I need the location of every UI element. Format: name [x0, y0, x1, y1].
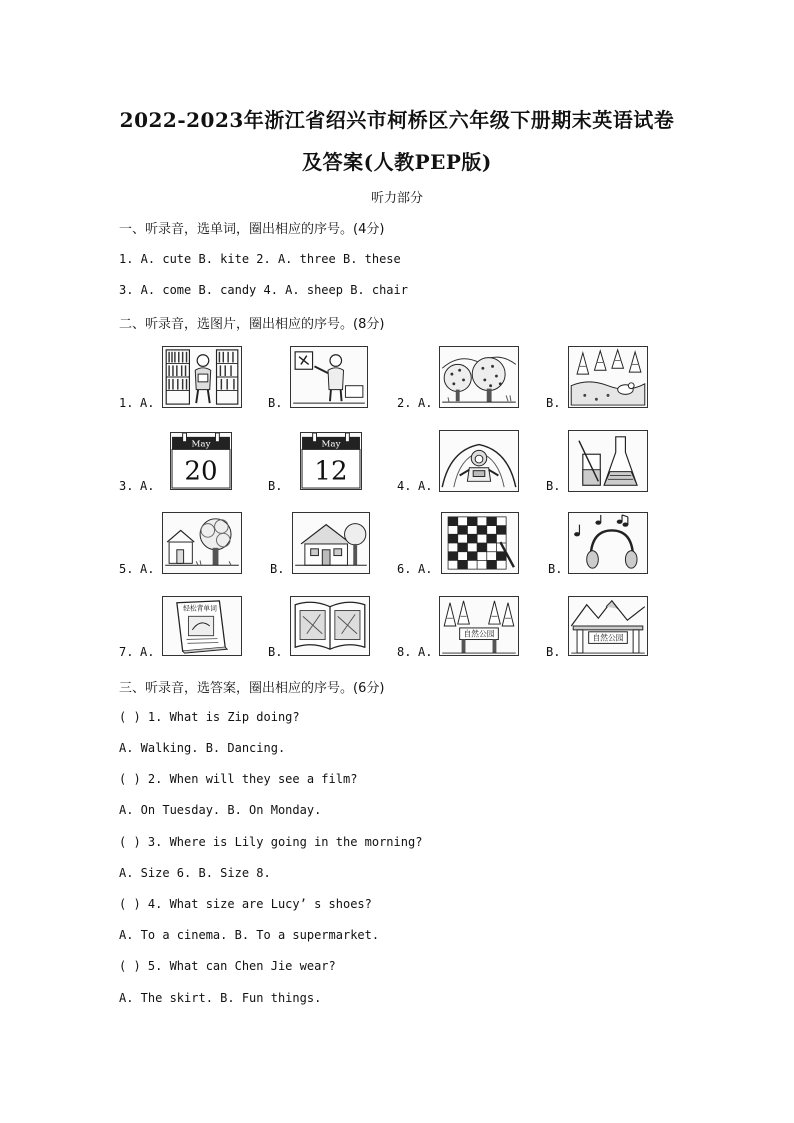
question-5-options: A. The skirt. B. Fun things.	[119, 991, 322, 1005]
question-3: ( ) 3. Where is Lily going in the morning?	[119, 835, 423, 849]
picture-nature-park-gate-trees[interactable]	[439, 596, 519, 656]
section-2-heading: 二、听录音，选图片，圈出相应的序号。(8分)	[119, 317, 385, 332]
item-number: 6.	[397, 562, 412, 576]
option-a-label: A.	[418, 396, 433, 410]
picture-nature-park-gate-mountains[interactable]	[568, 596, 648, 656]
calendar-day: 20	[184, 456, 218, 487]
option-a-label: A.	[140, 396, 155, 410]
option-b-label: B.	[270, 562, 285, 576]
question-2-options: A. On Tuesday. B. On Monday.	[119, 803, 322, 817]
calendar-month: May	[321, 439, 341, 450]
picture-house-tree[interactable]	[162, 512, 242, 574]
section-1-heading: 一、听录音，选单词，圈出相应的序号。(4分)	[119, 222, 385, 237]
document-title-line-1: 2022-2023年浙江省绍兴市柯桥区六年级下册期末英语试卷	[119, 108, 675, 132]
picture-calendar-may-12[interactable]	[300, 432, 362, 490]
park-sign-text: 自然公园	[592, 633, 624, 643]
picture-headphones-music[interactable]	[568, 512, 648, 574]
option-b-label: B.	[546, 479, 561, 493]
item-number: 8.	[397, 645, 412, 659]
calendar-month: May	[191, 439, 211, 450]
option-a-label: A.	[140, 562, 155, 576]
item-number: 5.	[119, 562, 134, 576]
question-3-options: A. Size 6. B. Size 8.	[119, 866, 271, 880]
item-number: 2.	[397, 396, 412, 410]
picture-house-roof[interactable]	[292, 512, 370, 574]
section-3-heading: 三、听录音，选答案，圈出相应的序号。(6分)	[119, 681, 385, 696]
question-1: ( ) 1. What is Zip doing?	[119, 710, 300, 724]
picture-calendar-may-20[interactable]	[170, 432, 232, 490]
park-sign-text: 自然公园	[463, 629, 495, 639]
option-b-label: B.	[548, 562, 563, 576]
item-number: 1.	[119, 396, 134, 410]
option-b-label: B.	[546, 645, 561, 659]
option-b-label: B.	[546, 396, 561, 410]
picture-teacher-blackboard[interactable]	[290, 346, 368, 408]
option-a-label: A.	[140, 479, 155, 493]
option-b-label: B.	[268, 479, 283, 493]
picture-forest-animal[interactable]	[568, 346, 648, 408]
picture-crossword-puzzle[interactable]	[441, 512, 519, 574]
book-title: 轻松背单词	[183, 604, 217, 613]
option-a-label: A.	[418, 479, 433, 493]
question-5: ( ) 5. What can Chen Jie wear?	[119, 959, 336, 973]
picture-vocabulary-book[interactable]	[162, 596, 242, 656]
option-b-label: B.	[268, 645, 283, 659]
question-2: ( ) 2. When will they see a film?	[119, 772, 358, 786]
question-1-options: A. Walking. B. Dancing.	[119, 741, 286, 755]
question-4-options: A. To a cinema. B. To a supermarket.	[119, 928, 380, 942]
picture-astronaut-spaceship[interactable]	[439, 430, 519, 492]
document-title-line-2: 及答案(人教PEP版)	[302, 150, 492, 174]
section-1-line-1: 1. A. cute B. kite 2. A. three B. these	[119, 252, 401, 266]
option-a-label: A.	[418, 562, 433, 576]
calendar-day: 12	[314, 456, 348, 487]
picture-science-flask[interactable]	[568, 430, 648, 492]
option-a-label: A.	[418, 645, 433, 659]
picture-library-reader[interactable]	[162, 346, 242, 408]
picture-apple-trees[interactable]	[439, 346, 519, 408]
option-a-label: A.	[140, 645, 155, 659]
option-b-label: B.	[268, 396, 283, 410]
part-heading: 听力部分	[370, 191, 423, 206]
item-number: 3.	[119, 479, 134, 493]
section-1-line-2: 3. A. come B. candy 4. A. sheep B. chair	[119, 283, 408, 297]
item-number: 4.	[397, 479, 412, 493]
question-4: ( ) 4. What size are Lucy’ s shoes?	[119, 897, 372, 911]
picture-open-book[interactable]	[290, 596, 370, 656]
item-number: 7.	[119, 645, 134, 659]
